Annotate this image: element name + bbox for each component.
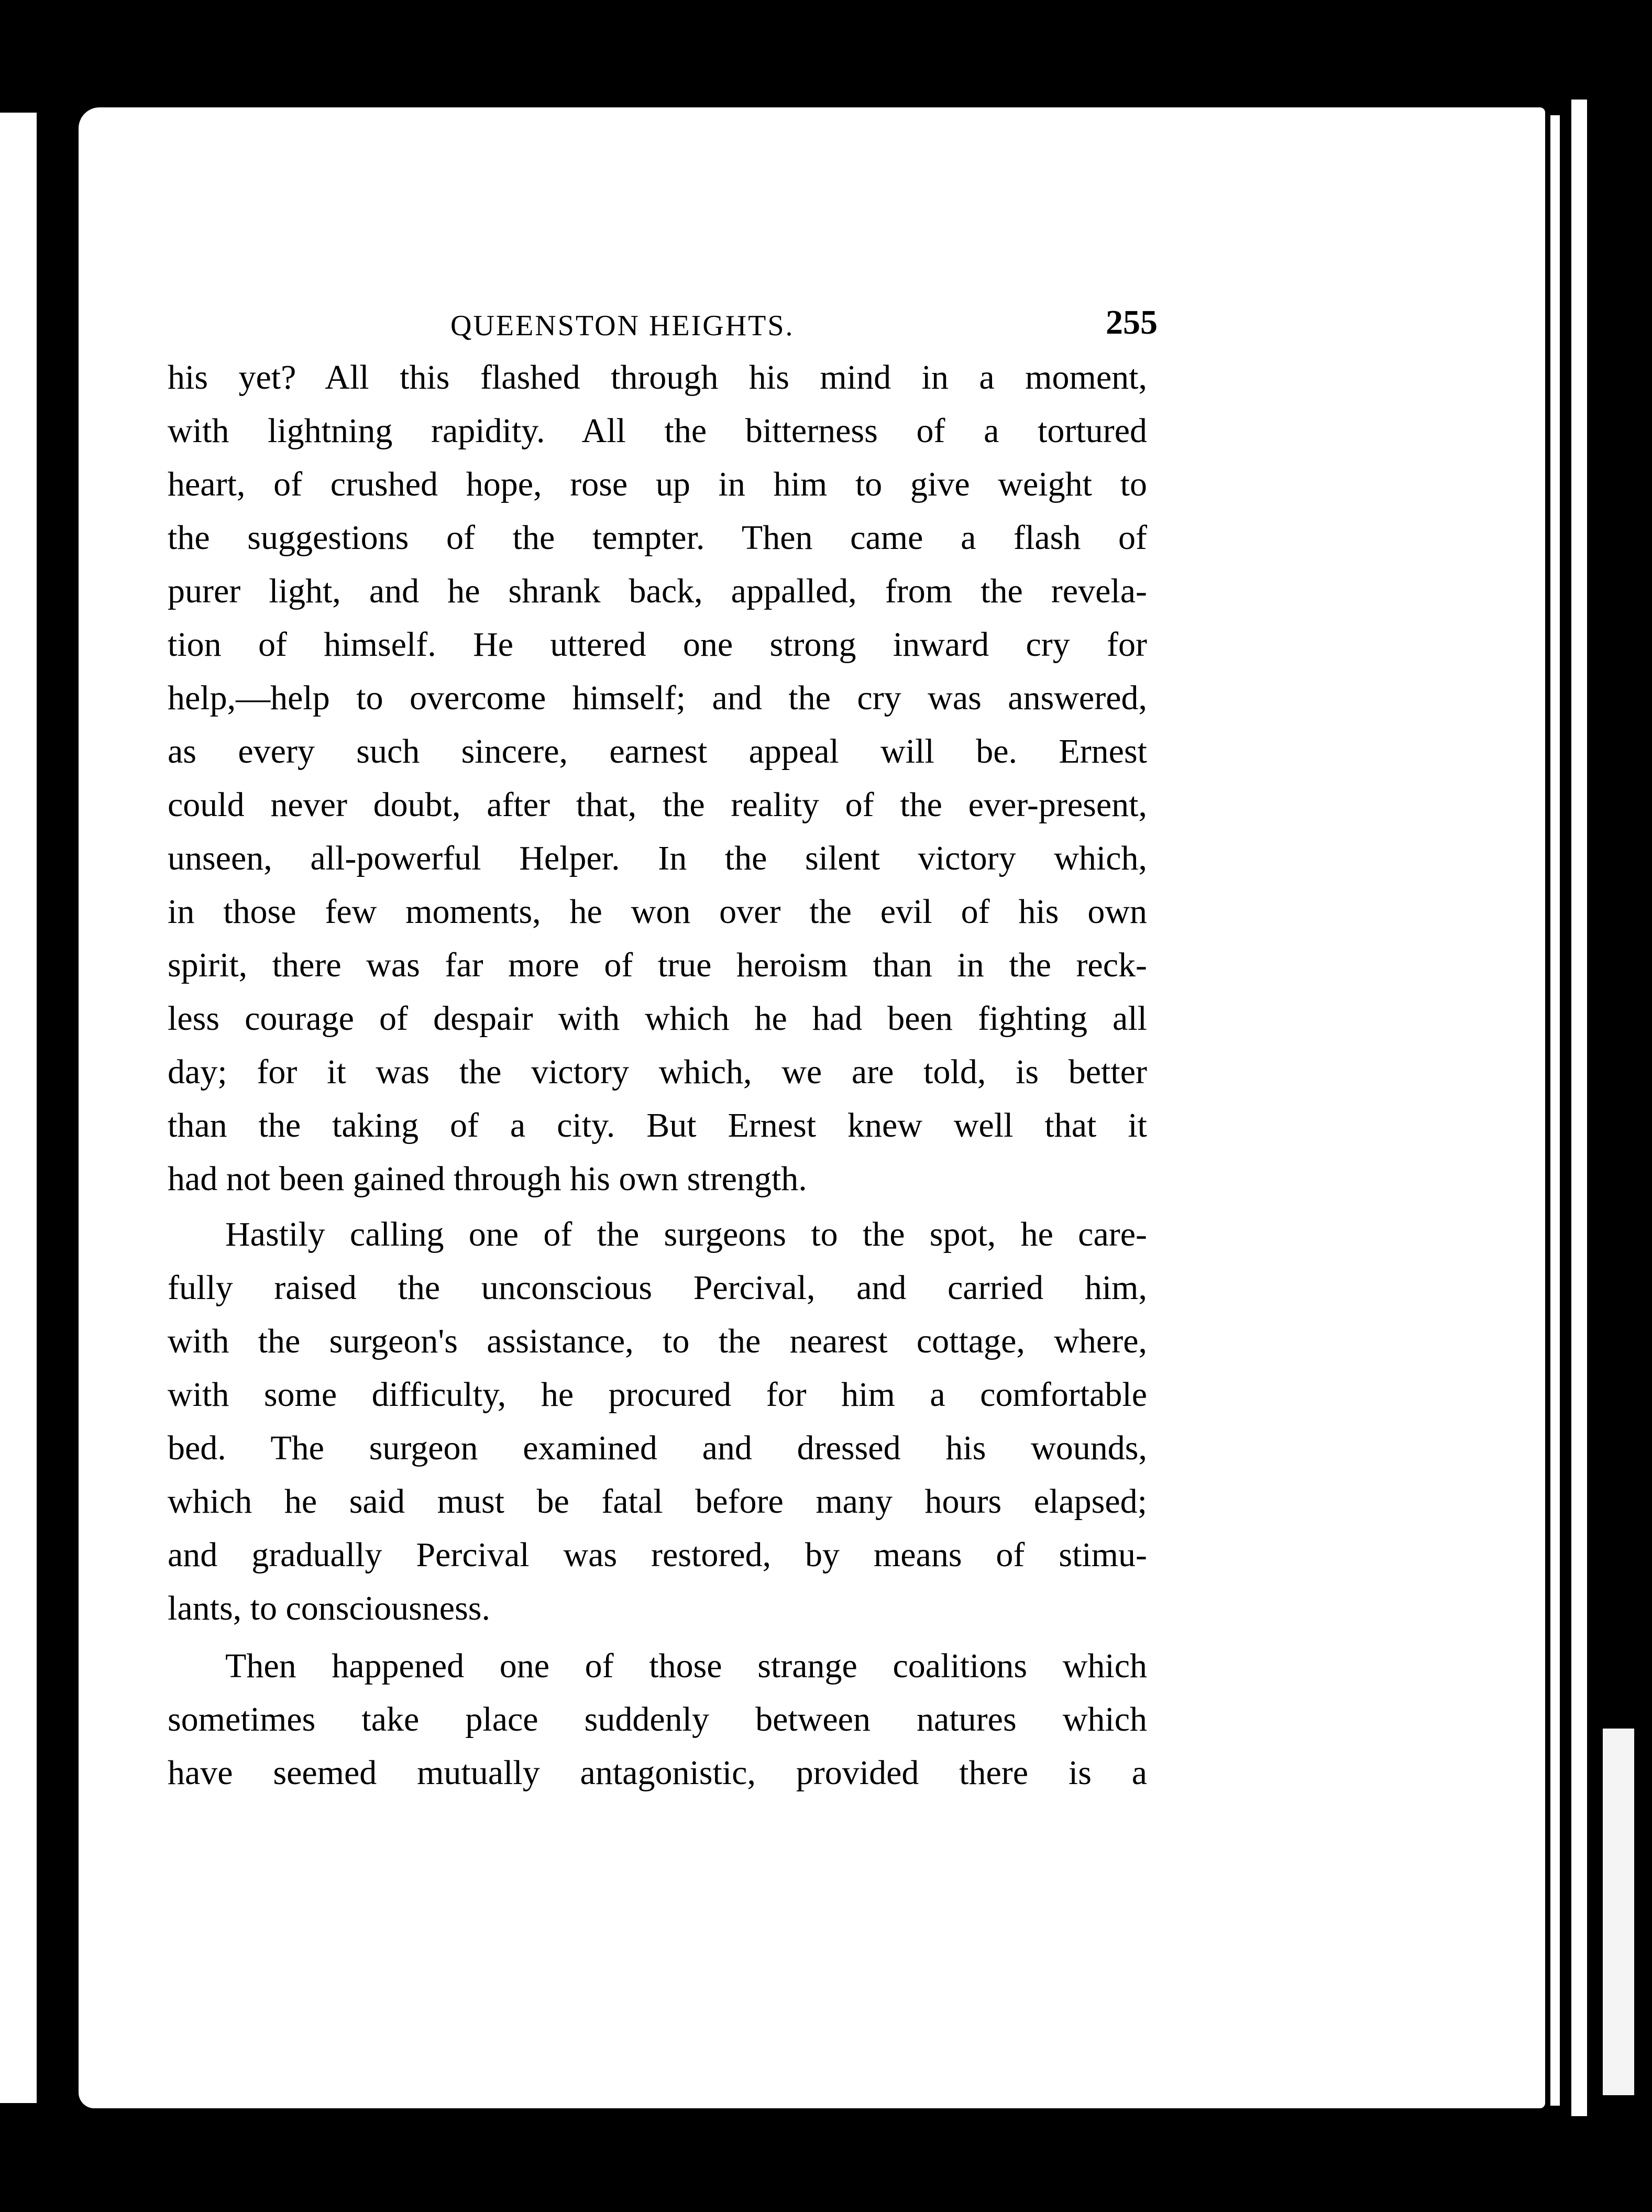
text-line: than the taking of a city. But Ernest knew well that it — [168, 1106, 1147, 1144]
text-line: with some difficulty, he procured for him a comfortable — [168, 1375, 1147, 1414]
text-line: less courage of despair with which he had been fighting all — [168, 999, 1147, 1038]
text-line: the suggestions of the tempter. Then came a flash of — [168, 519, 1147, 557]
text-line: in those few moments, he won over the evil of his own — [168, 893, 1147, 931]
text-line: heart, of crushed hope, rose up in him to give weight to — [168, 465, 1147, 503]
running-title: QUEENSTON HEIGHTS. — [450, 310, 795, 342]
book-edge-strip — [1550, 115, 1560, 2106]
book-edge-strip — [1571, 100, 1587, 2116]
paragraph — [168, 1639, 1147, 1800]
running-head — [168, 293, 1158, 351]
text-line: purer light, and he shrank back, appalled, from the revela- — [168, 572, 1147, 610]
text-line: as every such sincere, earnest appeal will be. Ernest — [168, 732, 1147, 771]
text-line: spirit, there was far more of true heroism than in the reck- — [168, 946, 1147, 984]
text-line: with the surgeon's assistance, to the nearest cottage, where, — [168, 1322, 1147, 1360]
page-text-block — [168, 293, 1158, 1800]
text-line: have seemed mutually antagonistic, provided there is a — [168, 1754, 1147, 1792]
text-line: sometimes take place suddenly between natures which — [168, 1700, 1147, 1738]
paragraph — [168, 1208, 1147, 1635]
scan-left-margin — [0, 113, 37, 2103]
text-line: Then happened one of those strange coalitions which — [225, 1647, 1147, 1685]
text-line: and gradually Percival was restored, by means of stimu- — [168, 1536, 1147, 1574]
text-line: lants, to consciousness. — [168, 1589, 490, 1627]
page-number: 255 — [1106, 303, 1158, 342]
text-line: unseen, all-powerful Helper. In the silent victory which, — [168, 839, 1147, 877]
text-line: with lightning rapidity. All the bitterness of a tortured — [168, 412, 1147, 450]
text-line: help,—help to overcome himself; and the cry was answered, — [168, 679, 1147, 717]
text-line: tion of himself. He uttered one strong inward cry for — [168, 625, 1147, 664]
text-line: bed. The surgeon examined and dressed his wounds, — [168, 1429, 1147, 1467]
text-line: fully raised the unconscious Percival, and carried him, — [168, 1269, 1147, 1307]
paragraph — [168, 351, 1147, 1206]
book-edge-strip — [1603, 1729, 1634, 2095]
text-line: his yet? All this flashed through his mind in a moment, — [168, 358, 1147, 397]
text-line: which he said must be fatal before many hours elapsed; — [168, 1482, 1147, 1521]
text-line: could never doubt, after that, the reality of the ever-present, — [168, 786, 1147, 824]
text-line: day; for it was the victory which, we are told, is better — [168, 1053, 1147, 1091]
text-line: Hastily calling one of the surgeons to the spot, he care- — [225, 1215, 1147, 1253]
text-line: had not been gained through his own strength. — [168, 1160, 807, 1198]
